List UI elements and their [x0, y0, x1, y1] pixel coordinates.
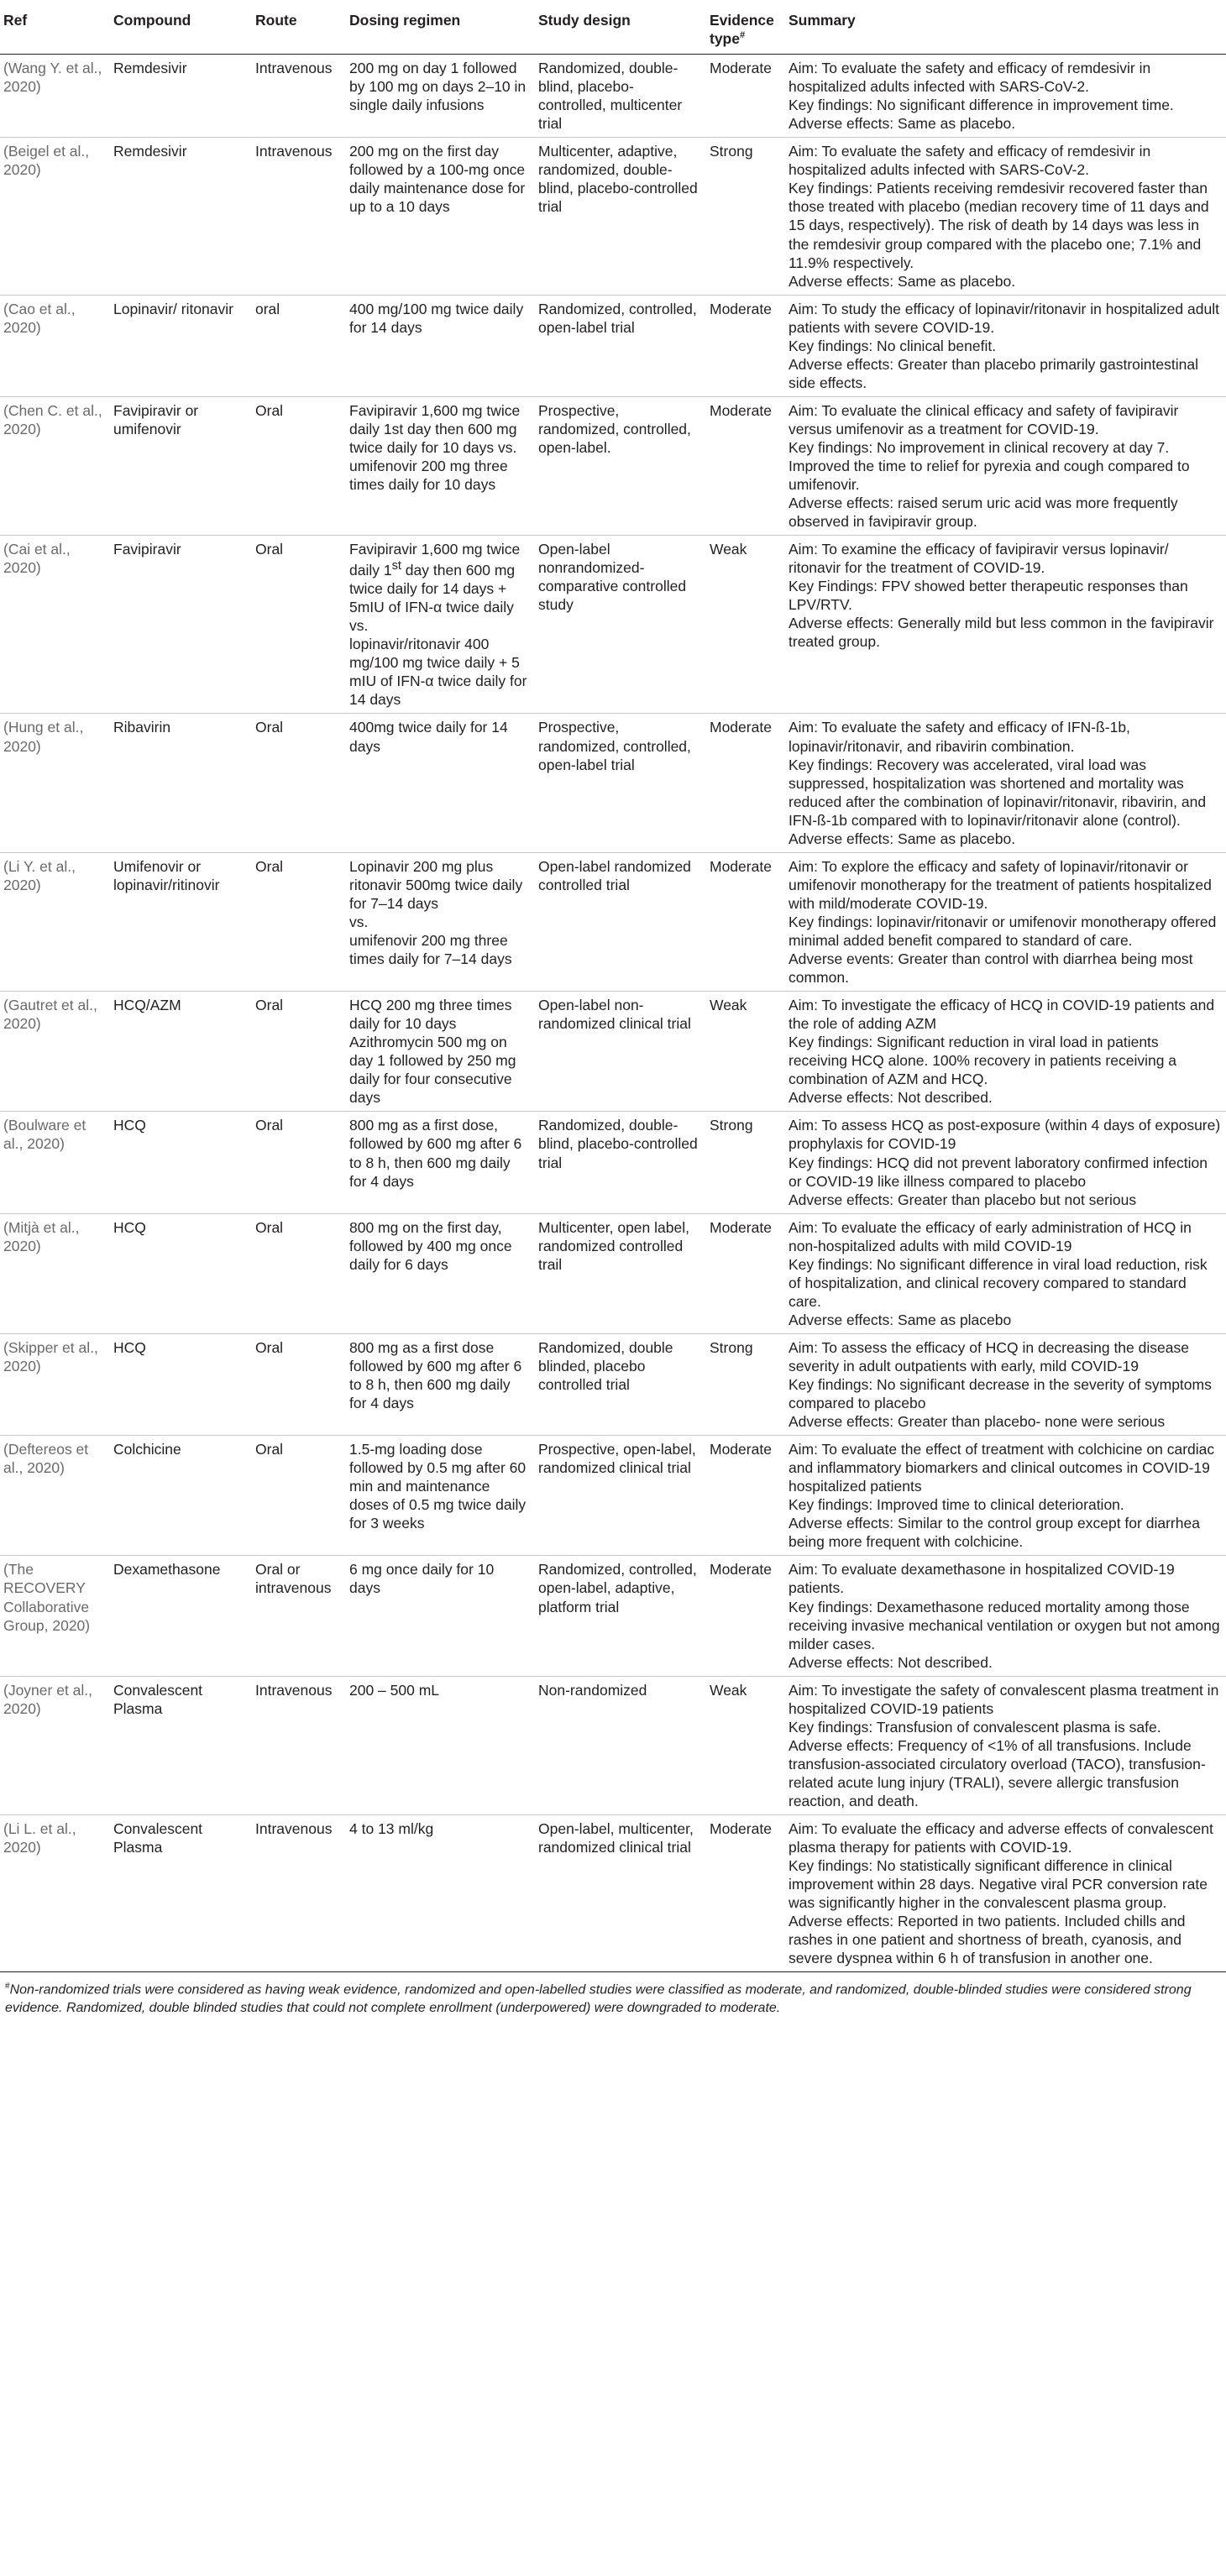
evidence-cell: Moderate [705, 396, 783, 535]
route-cell: Oral [250, 536, 344, 714]
dosing-cell [344, 536, 533, 714]
header-evidence-type [705, 0, 783, 55]
compound-cell: Lopinavir/ ritonavir [108, 295, 250, 396]
dosing-cell: 800 mg on the first day, followed by 400 mg once daily for 6 days [344, 1213, 533, 1333]
summary-cell: Aim: To study the efficacy of lopinavir/ritonavir in hospitalized adult patients with severe COVID-19. Key findings: No clinical benefit. Adverse effects: Greater than placebo primarily gastrointestinal side effects. [783, 295, 1226, 396]
summary-cell: Aim: To evaluate the efficacy and adverse effects of convalescent plasma therapy for patients with COVID-19. Key findings: No statistically significant difference in clinical improvement within 28 days. Negative viral PCR conversion rate was significantly higher in the convalescent plasma group. Adverse effects: Reported in two patients. Included chills and rashes in one patient and shortness of breath, cyanosis, and severe dyspnea within 6 h of transfusion in another one. [783, 1815, 1226, 1972]
dosing-cell: 800 mg as a first dose followed by 600 mg after 6 to 8 h, then 600 mg daily for 4 days [344, 1333, 533, 1435]
dosing-cell: 4 to 13 ml/kg [344, 1815, 533, 1972]
dosing-cell: 6 mg once daily for 10 days [344, 1556, 533, 1676]
dosing-text-start: Favipiravir 1,600 mg twice daily 1 [349, 541, 521, 579]
table-row [0, 55, 1226, 138]
header-compound: Compound [108, 0, 250, 55]
table-row [0, 714, 1226, 852]
design-cell: Non-randomized [533, 1676, 705, 1814]
evidence-cell: Moderate [705, 1436, 783, 1556]
table-row [0, 1436, 1226, 1556]
header-route: Route [250, 0, 344, 55]
table-row [0, 1213, 1226, 1333]
table-row [0, 852, 1226, 991]
evidence-cell: Moderate [705, 1556, 783, 1676]
ref-cell: (Beigel et al., 2020) [0, 138, 108, 295]
summary-cell: Aim: To evaluate the safety and efficacy of IFN-ß-1b, lopinavir/ritonavir, and ribavirin combination. Key findings: Recovery was accelerated, viral load was suppressed, hospitalization was shortened and mortality was reduced after the combination of lopinavir/ritonavir, ribavirin, and IFN-ß-1b compared with to lopinavir/ritonavir alone (control). Adverse effects: Same as placebo. [783, 714, 1226, 852]
summary-cell: Aim: To evaluate the safety and efficacy of remdesivir in hospitalized adults infected with SARS-CoV-2. Key findings: No significant difference in improvement time. Adverse effects: Same as placebo. [783, 55, 1226, 138]
table-row [0, 1333, 1226, 1435]
table-row [0, 1556, 1226, 1676]
ref-cell: (Cao et al., 2020) [0, 295, 108, 396]
compound-cell: Favipiravir [108, 536, 250, 714]
evidence-cell: Moderate [705, 55, 783, 138]
route-cell: Oral [250, 852, 344, 991]
footnote-text: Non-randomized trials were considered as having weak evidence, randomized and open-labelled studies were classified as moderate, and randomized, double-blinded studies were considered strong evidence. Randomized, double blinded studies that could not complete enrollment (underpowered) were downgraded to moderate. [5, 1982, 1192, 2015]
evidence-cell: Moderate [705, 295, 783, 396]
dosing-cell: Lopinavir 200 mg plus ritonavir 500mg twice daily for 7–14 days vs. umifenovir 200 mg three times daily for 7–14 days [344, 852, 533, 991]
compound-cell: Favipiravir or umifenovir [108, 396, 250, 535]
header-ref: Ref [0, 0, 108, 55]
ref-cell: (Gautret et al., 2020) [0, 992, 108, 1112]
design-cell: Open-label non-randomized clinical trial [533, 992, 705, 1112]
summary-cell: Aim: To assess HCQ as post-exposure (within 4 days of exposure) prophylaxis for COVID-19 Key findings: HCQ did not prevent laboratory confirmed infection or COVID-19 like illness compared to placebo Adverse effects: Greater than placebo but not serious [783, 1112, 1226, 1213]
ref-cell: (Deftereos et al., 2020) [0, 1436, 108, 1556]
header-summary: Summary [783, 0, 1226, 55]
summary-cell: Aim: To evaluate the effect of treatment with colchicine on cardiac and inflammatory biomarkers and clinical outcomes in COVID-19 hospitalized patients Key findings: Improved time to clinical deterioration. Adverse effects: Similar to the control group except for diarrhea being more frequent with colchicine. [783, 1436, 1226, 1556]
compound-cell: HCQ/AZM [108, 992, 250, 1112]
compound-cell: HCQ [108, 1112, 250, 1213]
table-row [0, 396, 1226, 535]
footnote-mark: # [5, 1982, 10, 1992]
evidence-cell: Strong [705, 1333, 783, 1435]
ref-cell: (Hung et al., 2020) [0, 714, 108, 852]
design-cell: Randomized, double-blind, placebo-controlled, multicenter trial [533, 55, 705, 138]
summary-cell: Aim: To examine the efficacy of favipiravir versus lopinavir/ ritonavir for the treatment of COVID-19. Key Findings: FPV showed better therapeutic responses than LPV/RTV. Adverse effects: Generally mild but less common in the favipiravir treated group. [783, 536, 1226, 714]
table-row [0, 138, 1226, 295]
compound-cell: Convalescent Plasma [108, 1676, 250, 1814]
route-cell: Oral [250, 396, 344, 535]
summary-cell: Aim: To evaluate the clinical efficacy and safety of favipiravir versus umifenovir as a treatment for COVID-19. Key findings: No improvement in clinical recovery at day 7. Improved the time to relief for pyrexia and cough compared to umifenovir. Adverse effects: raised serum uric acid was more frequently observed in favipiravir group. [783, 396, 1226, 535]
route-cell: Oral [250, 992, 344, 1112]
summary-cell: Aim: To evaluate the safety and efficacy of remdesivir in hospitalized adults infected with SARS-CoV-2. Key findings: Patients receiving remdesivir recovered faster than those treated with placebo (median recovery time of 11 days and 15 days, respectively). The risk of death by 14 days was less in the remdesivir group compared with the placebo one; 7.1% and 11.9% respectively. Adverse effects: Same as placebo. [783, 138, 1226, 295]
design-cell: Open-label, multicenter, randomized clinical trial [533, 1815, 705, 1972]
ref-cell: (Li L. et al., 2020) [0, 1815, 108, 1972]
route-cell: Oral [250, 1333, 344, 1435]
evidence-cell: Weak [705, 1676, 783, 1814]
dosing-cell: HCQ 200 mg three times daily for 10 days Azithromycin 500 mg on day 1 followed by 250 mg daily for four consecutive days [344, 992, 533, 1112]
ref-cell: (Cai et al., 2020) [0, 536, 108, 714]
evidence-cell: Moderate [705, 852, 783, 991]
dosing-cell: 400 mg/100 mg twice daily for 14 days [344, 295, 533, 396]
summary-cell: Aim: To investigate the safety of convalescent plasma treatment in hospitalized COVID-19 patients Key findings: Transfusion of convalescent plasma is safe. Adverse effects: Frequency of <1% of all transfusions. Include transfusion-associated circulatory overload (TACO), transfusion-related acute lung injury (TRALI), severe allergic transfusion reaction, and death. [783, 1676, 1226, 1814]
route-cell: Intravenous [250, 55, 344, 138]
evidence-cell: Weak [705, 536, 783, 714]
route-cell: Oral [250, 1213, 344, 1333]
route-cell: Intravenous [250, 138, 344, 295]
dosing-cell: Favipiravir 1,600 mg twice daily 1st day then 600 mg twice daily for 10 days vs. umifenovir 200 mg three times daily for 10 days [344, 396, 533, 535]
header-row [0, 0, 1226, 55]
design-cell: Prospective, randomized, controlled, open-label. [533, 396, 705, 535]
dosing-cell: 200 – 500 mL [344, 1676, 533, 1814]
compound-cell: Dexamethasone [108, 1556, 250, 1676]
table-row [0, 1112, 1226, 1213]
dosing-ordinal-suffix: st [391, 559, 401, 573]
table-footnote [0, 1972, 1226, 2017]
evidence-cell: Strong [705, 1112, 783, 1213]
dosing-cell: 1.5-mg loading dose followed by 0.5 mg after 60 min and maintenance doses of 0.5 mg twice daily for 3 weeks [344, 1436, 533, 1556]
route-cell: Intravenous [250, 1676, 344, 1814]
route-cell: Oral [250, 1436, 344, 1556]
summary-cell: Aim: To assess the efficacy of HCQ in decreasing the disease severity in adult outpatients with early, mild COVID-19 Key findings: No significant decrease in the severity of symptoms compared to placebo Adverse effects: Greater than placebo- none were serious [783, 1333, 1226, 1435]
ref-cell: (Skipper et al., 2020) [0, 1333, 108, 1435]
design-cell: Multicenter, open label, randomized controlled trail [533, 1213, 705, 1333]
compound-cell: Remdesivir [108, 138, 250, 295]
ref-cell: (Joyner et al., 2020) [0, 1676, 108, 1814]
design-cell: Randomized, double-blind, placebo-controlled trial [533, 1112, 705, 1213]
ref-cell: (The RECOVERY Collaborative Group, 2020) [0, 1556, 108, 1676]
dosing-text-rest: day then 600 mg twice daily for 14 days + 5mIU of IFN-α twice daily vs. lopinavir/ritonavir 400 mg/100 mg twice daily + 5 mIU of IFN-α twice daily for 14 days [349, 562, 527, 709]
evidence-cell: Moderate [705, 1815, 783, 1972]
summary-cell: Aim: To evaluate dexamethasone in hospitalized COVID-19 patients. Key findings: Dexamethasone reduced mortality among those receiving invasive mechanical ventilation or oxygen but not among milder cases. Adverse effects: Not described. [783, 1556, 1226, 1676]
compound-cell: Remdesivir [108, 55, 250, 138]
dosing-cell: 200 mg on the first day followed by a 100-mg once daily maintenance dose for up to a 10 days [344, 138, 533, 295]
table-row [0, 992, 1226, 1112]
ref-cell: (Mitjà et al., 2020) [0, 1213, 108, 1333]
dosing-cell: 800 mg as a first dose, followed by 600 mg after 6 to 8 h, then 600 mg daily for 4 days [344, 1112, 533, 1213]
design-cell: Prospective, randomized, controlled, open-label trial [533, 714, 705, 852]
dosing-cell: 200 mg on day 1 followed by 100 mg on days 2–10 in single daily infusions [344, 55, 533, 138]
compound-cell: Convalescent Plasma [108, 1815, 250, 1972]
evidence-cell: Strong [705, 138, 783, 295]
ref-cell: (Boulware et al., 2020) [0, 1112, 108, 1213]
design-cell: Multicenter, adaptive, randomized, double-blind, placebo-controlled trial [533, 138, 705, 295]
evidence-cell: Weak [705, 992, 783, 1112]
evidence-cell: Moderate [705, 714, 783, 852]
route-cell: Intravenous [250, 1815, 344, 1972]
summary-cell: Aim: To explore the efficacy and safety of lopinavir/ritonavir or umifenovir monotherapy for the treatment of patients hospitalized with mild/moderate COVID-19. Key findings: lopinavir/ritonavir or umifenovir monotherapy offered minimal added benefit compared to standard of care. Adverse events: Greater than control with diarrhea being most common. [783, 852, 1226, 991]
design-cell: Prospective, open-label, randomized clinical trial [533, 1436, 705, 1556]
table-row [0, 1815, 1226, 1972]
summary-cell: Aim: To evaluate the efficacy of early administration of HCQ in non-hospitalized adults with mild COVID-19 Key findings: No significant difference in viral load reduction, risk of hospitalization, and clinical recovery compared to standard care. Adverse effects: Same as placebo [783, 1213, 1226, 1333]
route-cell: Oral or intravenous [250, 1556, 344, 1676]
design-cell: Open-label randomized controlled trial [533, 852, 705, 991]
design-cell: Randomized, controlled, open-label, adaptive, platform trial [533, 1556, 705, 1676]
compound-cell: HCQ [108, 1333, 250, 1435]
ref-cell: (Wang Y. et al., 2020) [0, 55, 108, 138]
dosing-cell: 400mg twice daily for 14 days [344, 714, 533, 852]
design-cell: Randomized, controlled, open-label trial [533, 295, 705, 396]
ref-cell: (Li Y. et al., 2020) [0, 852, 108, 991]
design-cell: Randomized, double blinded, placebo controlled trial [533, 1333, 705, 1435]
route-cell: oral [250, 295, 344, 396]
evidence-cell: Moderate [705, 1213, 783, 1333]
table-row [0, 1676, 1226, 1814]
compound-cell: Umifenovir or lopinavir/ritinovir [108, 852, 250, 991]
summary-cell: Aim: To investigate the efficacy of HCQ in COVID-19 patients and the role of adding AZM Key findings: Significant reduction in viral load in patients receiving HCQ alone. 100% recovery in patients receiving a combination of AZM and HCQ. Adverse effects: Not described. [783, 992, 1226, 1112]
header-study-design: Study design [533, 0, 705, 55]
compound-cell: HCQ [108, 1213, 250, 1333]
table-row [0, 536, 1226, 714]
compound-cell: Colchicine [108, 1436, 250, 1556]
header-evidence-footnote-mark: # [739, 30, 746, 41]
compound-cell: Ribavirin [108, 714, 250, 852]
ref-cell: (Chen C. et al., 2020) [0, 396, 108, 535]
header-dosing-regimen: Dosing regimen [344, 0, 533, 55]
route-cell: Oral [250, 1112, 344, 1213]
table-row [0, 295, 1226, 396]
route-cell: Oral [250, 714, 344, 852]
design-cell: Open-label nonrandomized-comparative controlled study [533, 536, 705, 714]
header-evidence-label: Evidence type [710, 12, 774, 48]
